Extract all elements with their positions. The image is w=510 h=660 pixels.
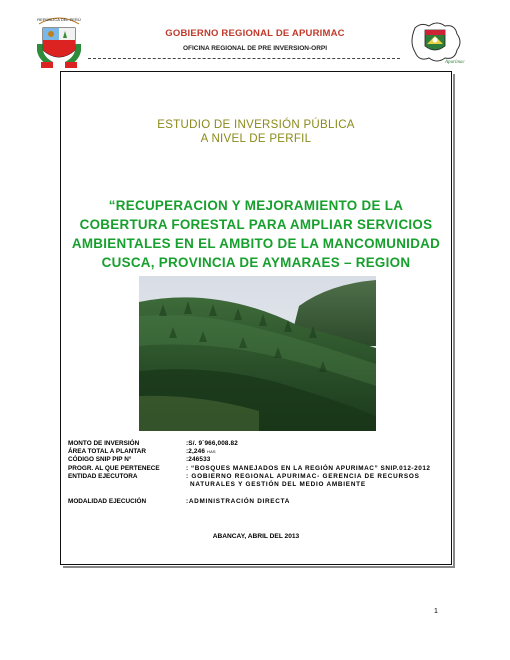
study-type: [60, 118, 452, 146]
info-label: MONTO DE INVERSIÓN: [68, 440, 140, 447]
peru-coat-of-arms-icon: [37, 14, 81, 70]
info-row-executor: [68, 473, 448, 481]
info-row-program: [68, 465, 448, 473]
info-row-executor-cont: [68, 481, 448, 489]
info-label: ENTIDAD EJECUTORA: [68, 472, 138, 480]
header-divider: [88, 58, 400, 59]
left-logo-text: REPÚBLICA DEL PERÚ: [37, 17, 81, 22]
office-name: OFICINA REGIONAL DE PRE INVERSION-ORPI: [182, 45, 328, 52]
study-type-line2: A NIVEL DE PERFIL: [200, 133, 312, 145]
info-value: [186, 448, 448, 456]
info-value: :ADMINISTRACIÓN DIRECTA: [186, 498, 291, 506]
info-value: : GOBIERNO REGIONAL APURIMAC- GERENCIA DE RECURSOS: [186, 472, 420, 480]
info-value: NATURALES Y GESTIÓN DEL MEDIO AMBIENTE: [190, 481, 366, 489]
info-label: ÁREA TOTAL A PLANTAR: [68, 448, 146, 456]
place-date: ABANCAY, ABRIL DEL 2013: [212, 533, 300, 540]
area-unit: HAS: [207, 449, 216, 455]
info-label: CÓDIGO SNIP PIP N°: [68, 456, 132, 464]
info-value: : “BOSQUES MANEJADOS EN LA REGIÓN APURIMAC” SNIP.012-2012: [186, 464, 431, 472]
info-label: PROGR. AL QUE PERTENECE: [68, 464, 160, 472]
apurimac-emblem-icon: [407, 20, 465, 66]
page-number: 1: [434, 608, 438, 615]
org-title: GOBIERNO REGIONAL DE APURIMAC: [165, 28, 345, 39]
info-row-investment: [68, 440, 448, 448]
info-row-snip: [68, 456, 448, 464]
info-value: :246533: [186, 456, 211, 464]
project-info: [68, 440, 448, 506]
right-logo-text: Apurímac: [445, 60, 465, 65]
project-title: “RECUPERACION Y MEJORAMIENTO DE LA COBERTURA FORESTAL PARA AMPLIAR SERVICIOS AMBIENTALES EN EL AMBITO DE LA MANCOMUNIDAD CUSCA, PROVINCIA DE AYMARAES – REGION: [71, 198, 441, 270]
info-value: :S/. 9´966,008.82: [186, 440, 238, 447]
forest-photo: [139, 276, 376, 431]
info-label: MODALIDAD EJECUCIÓN: [68, 498, 147, 506]
info-row-modality: [68, 498, 448, 506]
area-value: :2,246: [186, 448, 206, 456]
study-type-line1: ESTUDIO DE INVERSIÓN PÚBLICA: [157, 119, 355, 131]
